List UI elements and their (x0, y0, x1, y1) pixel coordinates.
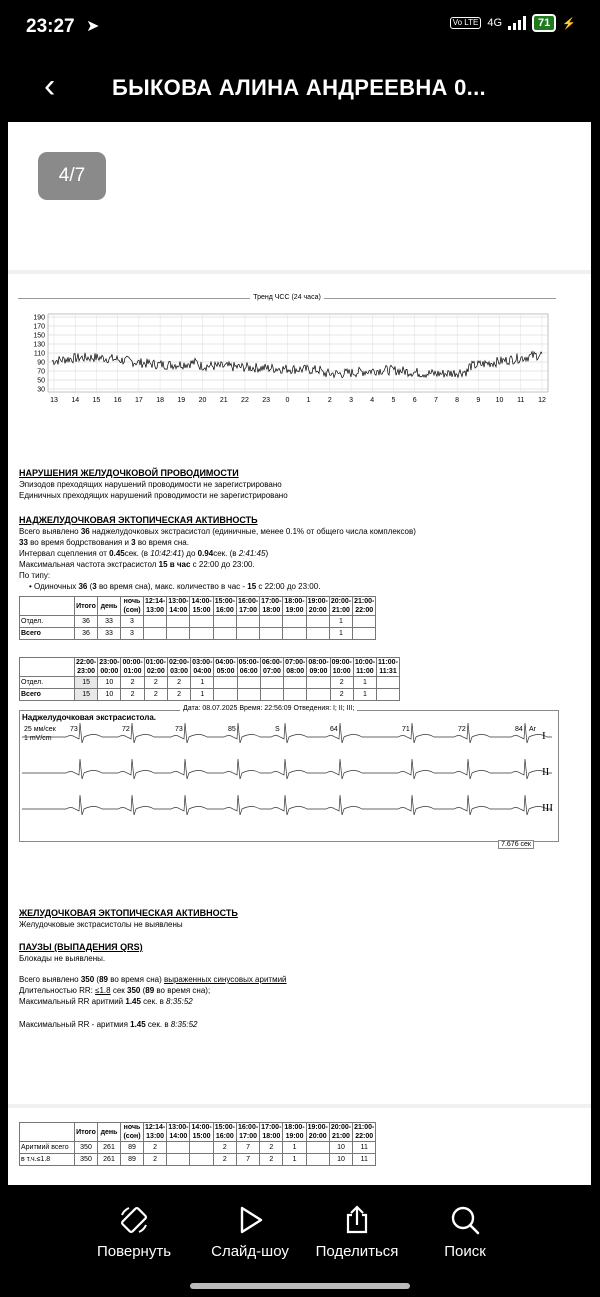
vent-ectopic-line1: Желудочковые экстрасистолы не выявлены (19, 920, 183, 929)
x-tick-label: 5 (391, 397, 396, 404)
table-row (20, 677, 400, 689)
table-header: 15:00- 16:00 (214, 598, 235, 614)
table-cell (306, 616, 329, 628)
table-header: Итого (75, 597, 98, 616)
y-tick-label: 70 (37, 368, 45, 376)
x-tick-label: 10 (495, 397, 504, 404)
table-cell (283, 628, 306, 640)
search-icon (448, 1203, 482, 1237)
table-header: 13:00- 14:00 (168, 1124, 189, 1140)
table-cell (260, 689, 283, 701)
table-cell: 10 (98, 689, 121, 701)
x-tick-label: 16 (113, 397, 122, 404)
ecg-speed: 25 мм/сек (24, 726, 56, 733)
x-tick-label: 3 (349, 397, 353, 404)
table-cell: 2 (330, 677, 353, 689)
table-cell: 89 (121, 1154, 144, 1166)
ecg-lead-label: III (542, 802, 553, 814)
table-cell (306, 628, 329, 640)
table-cell (236, 616, 259, 628)
table-cell (167, 1154, 190, 1166)
vent-conduction-line2: Единичных преходящих нарушений проводимости не зарегистрировано (19, 491, 288, 500)
search-button[interactable] (405, 1203, 525, 1260)
table-cell: 7 (236, 1154, 259, 1166)
table-header: 18:00- 19:00 (284, 598, 305, 614)
y-tick-label: 50 (37, 377, 45, 385)
vent-conduction-section (19, 468, 288, 501)
y-tick-label: 150 (33, 332, 45, 340)
bottom-toolbar (0, 1185, 600, 1297)
ecg-beat-label: 72 (458, 726, 466, 733)
y-tick-label: 90 (37, 359, 45, 367)
table-row-label: Всего (20, 628, 75, 640)
table-header: 11:00- 11:31 (378, 659, 398, 675)
supra-section: НАДЖЕЛУДОЧКОВАЯ ЭКТОПИЧЕСКАЯ АКТИВНОСТЬ Всего выявлено 36 наджелудочковых экстрасистол (единичные, менее 0.1% от общего числа комплексов) 33 во время бодрствования и 3 во время сна. Интервал сцепления от 0.45сек. (в 10:42:41) до 0.94сек. (в 2:41:45) Максимальная частота экстрасистол 15 в час с 22:00 до 23:00. По типу: • Одиночных 36 (3 во время сна), макс. количество в час - 15 с 22:00 до 23:00. (19, 515, 416, 591)
x-tick-label: 23 (262, 397, 271, 404)
table-cell: 2 (330, 689, 353, 701)
table-cell: 1 (353, 689, 376, 701)
table-cell: 2 (167, 689, 190, 701)
pauses-heading: ПАУЗЫ (ВЫПАДЕНИЯ QRS) (19, 942, 143, 952)
table-cell: 2 (213, 1142, 236, 1154)
table-header: 21:00- 22:00 (354, 598, 375, 614)
table-row-label: в т.ч.≤1.8 (20, 1154, 75, 1166)
ecg-beat-label: 84 (515, 726, 523, 733)
ecg-title: Наджелудочковая экстрасистола. (22, 713, 156, 722)
table-cell (144, 616, 167, 628)
table-cell (260, 616, 283, 628)
x-tick-label: 22 (241, 397, 249, 404)
supra-heading: НАДЖЕЛУДОЧКОВАЯ ЭКТОПИЧЕСКАЯ АКТИВНОСТЬ (19, 515, 258, 525)
x-tick-label: 20 (198, 397, 207, 404)
slideshow-label: Слайд-шоу (211, 1243, 289, 1260)
table-header: 16:00- 17:00 (237, 598, 259, 614)
table-cell (190, 1154, 213, 1166)
back-chevron-icon[interactable]: ‹ (44, 67, 56, 105)
table-header: день (98, 1123, 121, 1142)
supra-table-1 (19, 596, 376, 640)
table-header: 03:00- 04:00 (192, 659, 213, 675)
table-row (20, 616, 376, 628)
clock: 23:27 (26, 16, 75, 37)
table-cell: 1 (283, 1142, 306, 1154)
table-cell: 3 (121, 616, 144, 628)
table-cell (236, 628, 259, 640)
rotate-button[interactable] (74, 1203, 194, 1260)
home-indicator[interactable] (190, 1283, 410, 1289)
table-cell: 1 (191, 677, 214, 689)
ecg-beat-label: S (275, 726, 280, 733)
rotate-label: Повернуть (96, 1243, 172, 1260)
table-cell: 2 (213, 1154, 236, 1166)
table-row-label: Отдел. (20, 616, 75, 628)
table-cell (377, 689, 400, 701)
ecg-lead-label: I (542, 730, 546, 742)
table-header: ночь (сон) (121, 1123, 144, 1142)
x-tick-label: 18 (156, 397, 164, 404)
y-tick-label: 190 (33, 314, 45, 322)
table-header: 19:00- 20:00 (307, 598, 328, 614)
table-cell (144, 628, 167, 640)
arrhythmia-table (19, 1122, 376, 1166)
x-tick-label: 4 (370, 397, 375, 404)
table-row (20, 1154, 376, 1166)
ecg-plot (20, 711, 558, 841)
table-header: 16:00- 17:00 (237, 1124, 259, 1140)
table-cell: 2 (144, 1142, 167, 1154)
table-cell: 15 (75, 689, 98, 701)
ecg-gain: 1 mV/cm (24, 735, 52, 742)
pauses-section: ПАУЗЫ (ВЫПАДЕНИЯ QRS) Блокады не выявлены. Всего выявлено 350 (89 во время сна) выраженных синусовых аритмий Длительностью RR: ≤1.8 сек 350 (89 во время сна); Максимальный RR аритмий 1.45 сек. в 8:35:52 Максимальный RR - аритмия 1.45 сек. в 8:35:52 (19, 942, 287, 1029)
table-header: 22:00- 23:00 (76, 659, 97, 675)
share-button[interactable] (297, 1203, 417, 1260)
page-title: БЫКОВА АЛИНА АНДРЕЕВНА 0... (112, 75, 486, 100)
table-header: 23:00- 00:00 (99, 659, 120, 675)
table-cell: 11 (353, 1154, 376, 1166)
table-cell: 2 (144, 677, 167, 689)
y-tick-label: 130 (33, 341, 45, 349)
document-viewer[interactable] (8, 122, 591, 1185)
table-cell (260, 677, 283, 689)
play-icon (233, 1203, 267, 1237)
table-header: 17:00- 18:00 (261, 1124, 282, 1140)
x-tick-label: 19 (177, 397, 186, 404)
battery-icon: 71 (532, 14, 556, 32)
x-tick-label: 0 (285, 397, 290, 404)
vent-ectopic-heading: ЖЕЛУДОЧКОВАЯ ЭКТОПИЧЕСКАЯ АКТИВНОСТЬ (19, 908, 238, 918)
page-counter: 4/7 (38, 152, 106, 200)
table-cell: 7 (236, 1142, 259, 1154)
table-header: 07:00- 08:00 (285, 659, 306, 675)
table-header: 01:00- 02:00 (145, 659, 166, 675)
x-tick-label: 2 (327, 397, 332, 404)
table-cell: 33 (98, 616, 121, 628)
ecg-beat-label: 71 (402, 726, 410, 733)
table-cell (190, 628, 213, 640)
table-header: 18:00- 19:00 (284, 1124, 305, 1140)
x-tick-label: 7 (433, 397, 438, 404)
table-cell: 10 (329, 1142, 352, 1154)
ecg-beat-label: 64 (330, 726, 338, 733)
table-header: 14:00- 15:00 (191, 1124, 212, 1140)
app-header (0, 55, 600, 122)
page-separator-2 (8, 1104, 591, 1108)
ecg-lead-trace (22, 795, 552, 815)
table-header: 04:00- 05:00 (215, 659, 236, 675)
table-cell (307, 677, 330, 689)
y-tick-label: 110 (33, 350, 45, 358)
table-header: 12:14- 13:00 (145, 1124, 166, 1140)
table-cell: 89 (121, 1142, 144, 1154)
table-cell: 11 (353, 1142, 376, 1154)
table-header: 17:00- 18:00 (261, 598, 282, 614)
search-label: Поиск (444, 1243, 486, 1260)
x-tick-label: 9 (476, 397, 481, 404)
table-cell (353, 616, 376, 628)
table-cell: 1 (329, 628, 352, 640)
ecg-strip (19, 705, 559, 848)
x-tick-label: 15 (92, 397, 101, 404)
table-cell (214, 689, 237, 701)
table-cell: 2 (144, 689, 167, 701)
table-cell: 261 (98, 1142, 121, 1154)
volte-icon: Vo LTE (450, 17, 482, 29)
table-cell: 33 (98, 628, 121, 640)
ecg-lead-trace (22, 759, 552, 779)
table-header: 09:00- 10:00 (331, 659, 352, 675)
table-cell: 10 (98, 677, 121, 689)
table-cell (167, 616, 190, 628)
ecg-duration: 7.676 сек (498, 840, 534, 849)
table-row-label: Всего (20, 689, 75, 701)
table-cell: 261 (98, 1154, 121, 1166)
trend-plot (18, 302, 556, 408)
share-label: Поделиться (315, 1243, 399, 1260)
table-row (20, 689, 400, 701)
table-cell: 2 (121, 677, 144, 689)
table-header: 20:00- 21:00 (330, 1124, 352, 1140)
table-cell: 36 (75, 628, 98, 640)
table-cell (167, 628, 190, 640)
table-cell: 10 (329, 1154, 352, 1166)
table-cell (213, 616, 236, 628)
table-cell (306, 1142, 329, 1154)
table-cell (190, 616, 213, 628)
table-cell: 36 (75, 616, 98, 628)
table-cell: 1 (283, 1154, 306, 1166)
y-tick-label: 30 (37, 386, 45, 394)
table-cell (237, 677, 260, 689)
table-header: день (98, 597, 121, 616)
slideshow-button[interactable] (190, 1203, 310, 1260)
x-tick-label: 1 (306, 397, 311, 404)
ecg-lead-trace (22, 723, 552, 743)
vent-conduction-line1: Эпизодов преходящих нарушений проводимости не зарегистрировано (19, 480, 282, 489)
table-row (20, 1142, 376, 1154)
table-header: 15:00- 16:00 (214, 1124, 235, 1140)
table-cell (214, 677, 237, 689)
pauses-line1: Блокады не выявлены. (19, 954, 106, 963)
charging-icon: ⚡ (562, 17, 576, 30)
table-cell (167, 1142, 190, 1154)
table-cell: 2 (144, 1154, 167, 1166)
hr-trend-chart (18, 294, 556, 408)
table-cell: 2 (121, 689, 144, 701)
table-cell (213, 628, 236, 640)
table-header: 20:00- 21:00 (330, 598, 352, 614)
x-tick-label: 17 (134, 397, 143, 404)
table-cell: 1 (191, 689, 214, 701)
table-cell: 2 (260, 1154, 283, 1166)
table-header: 10:00- 11:00 (354, 659, 376, 675)
table-header: 00:00- 01:00 (122, 659, 143, 675)
ecg-date-line: Дата: 08.07.2025 Время: 22:56:09 Отведения: I; II; III; (180, 705, 357, 712)
trend-title: Тренд ЧСС (24 часа) (250, 294, 324, 301)
table-row-label: Аритмий всего (20, 1142, 75, 1154)
x-tick-label: 12 (538, 397, 546, 404)
table-cell: 2 (260, 1142, 283, 1154)
table-cell (284, 689, 307, 701)
table-header: 06:00- 07:00 (261, 659, 283, 675)
table-row (20, 628, 376, 640)
rotate-icon (117, 1203, 151, 1237)
navigation-arrow-icon: ➤ (86, 18, 100, 35)
table-cell: 3 (121, 628, 144, 640)
table-header: 12:14- 13:00 (145, 598, 166, 614)
table-cell (237, 689, 260, 701)
table-cell (353, 628, 376, 640)
table-header: ночь (сон) (121, 597, 144, 616)
table-header: 21:00- 22:00 (354, 1124, 375, 1140)
ecg-beat-label: 85 (228, 726, 236, 733)
table-cell: 1 (353, 677, 376, 689)
table-header: 19:00- 20:00 (307, 1124, 328, 1140)
ecg-beat-label: 73 (175, 726, 183, 733)
x-tick-label: 8 (455, 397, 460, 404)
table-cell (190, 1142, 213, 1154)
table-header: Итого (75, 1123, 98, 1142)
network-type: 4G (487, 17, 503, 29)
x-tick-label: 6 (412, 397, 417, 404)
table-cell: 350 (75, 1154, 98, 1166)
table-cell (283, 616, 306, 628)
table-header: 14:00- 15:00 (191, 598, 212, 614)
table-cell (377, 677, 400, 689)
x-tick-label: 14 (71, 397, 80, 404)
table-cell: 350 (75, 1142, 98, 1154)
vent-ectopic-section (19, 908, 238, 930)
x-tick-label: 13 (50, 397, 58, 404)
table-cell (306, 1154, 329, 1166)
signal-icon (508, 16, 526, 30)
supra-table-2 (19, 657, 400, 701)
ecg-beat-label: 72 (122, 726, 130, 733)
table-cell (260, 628, 283, 640)
table-cell (307, 689, 330, 701)
ecg-lead-label: II (542, 766, 550, 778)
ecg-beat-label: 73 (70, 726, 78, 733)
ecg-ar-label: Ar (529, 726, 536, 733)
table-cell: 15 (75, 677, 98, 689)
table-header: 02:00- 03:00 (168, 659, 190, 675)
share-icon (340, 1203, 374, 1237)
y-tick-label: 170 (33, 323, 45, 331)
page-separator (8, 270, 591, 274)
vent-conduction-heading: НАРУШЕНИЯ ЖЕЛУДОЧКОВОЙ ПРОВОДИМОСТИ (19, 468, 239, 478)
hr-trace (52, 352, 542, 378)
table-cell: 2 (167, 677, 190, 689)
status-bar (0, 0, 600, 55)
table-header: 13:00- 14:00 (168, 598, 189, 614)
table-header: 05:00- 06:00 (238, 659, 259, 675)
table-cell (284, 677, 307, 689)
x-tick-label: 21 (219, 397, 228, 404)
x-tick-label: 11 (517, 397, 525, 404)
table-row-label: Отдел. (20, 677, 75, 689)
table-header: 08:00- 09:00 (308, 659, 329, 675)
table-cell: 1 (329, 616, 352, 628)
